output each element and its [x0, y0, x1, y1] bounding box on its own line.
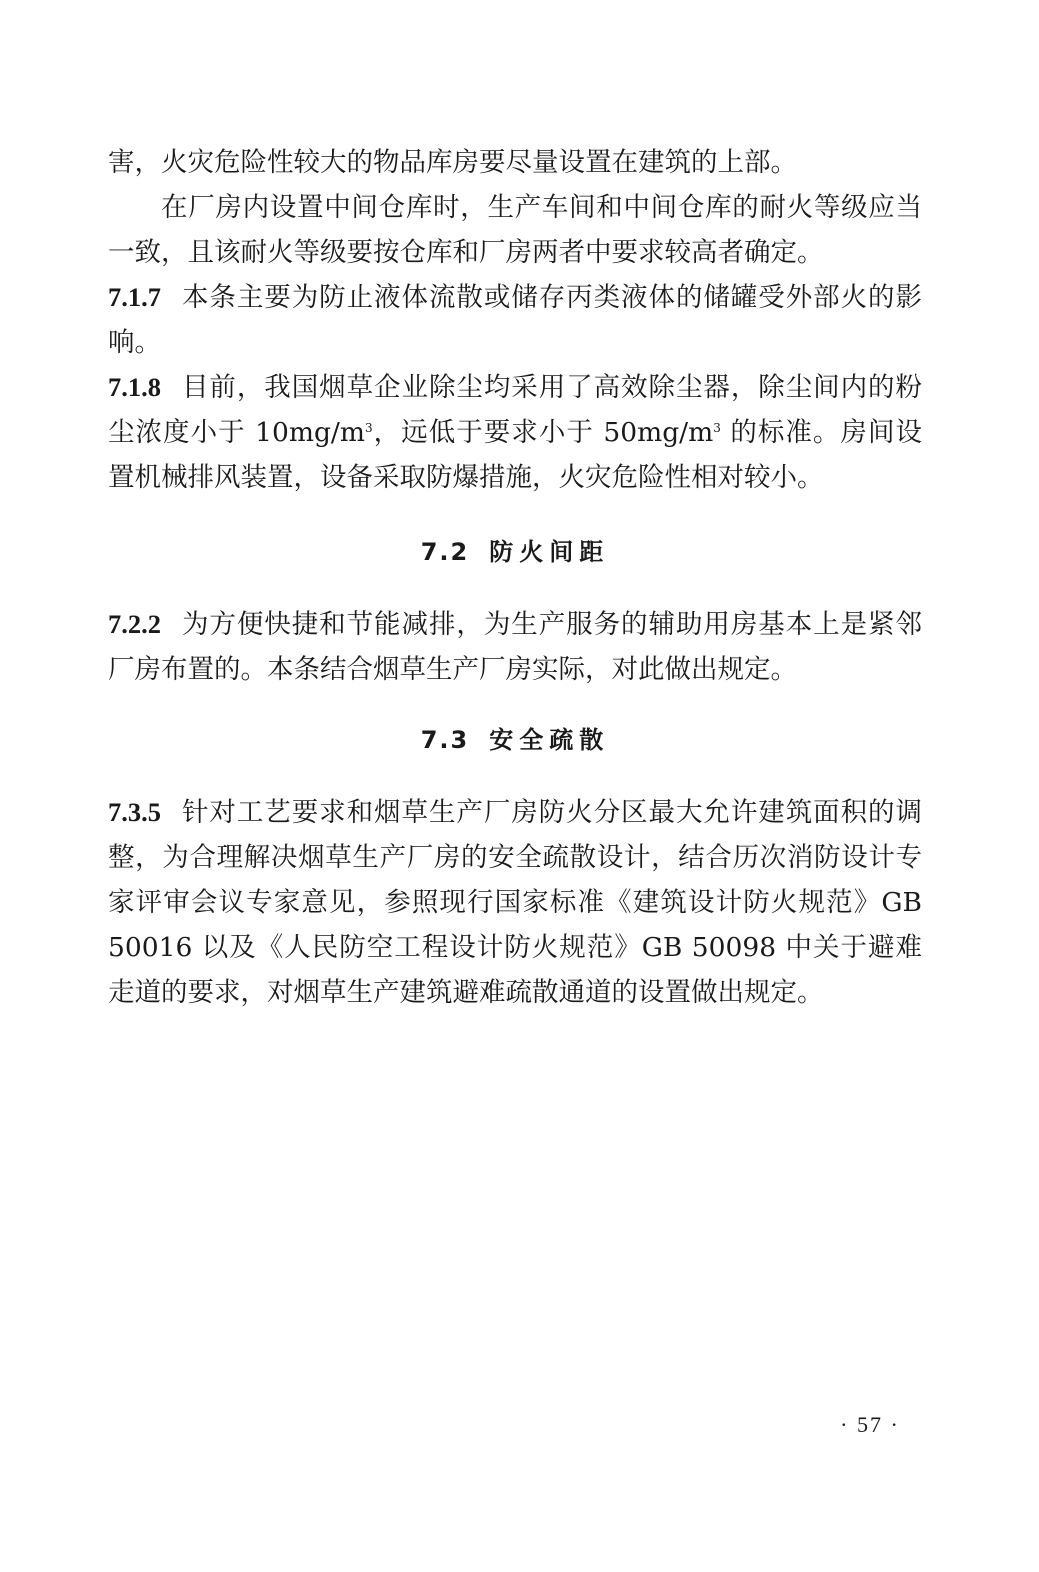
clause-number: 7.3.5 [108, 797, 161, 827]
clause-7-2-2 [108, 602, 922, 692]
clause-text: 针对工艺要求和烟草生产厂房防火分区最大允许建筑面积的调整，为合理解决烟草生产厂房的安全疏散设计，结合历次消防设计专家评审会议专家意见，参照现行国家标准《建筑设计防火规范》GB 50016 以及《人民防空工程设计防火规范》GB 50098 中关于避难走道的要求，对烟草生产建筑避难疏散通道的设置做出规定。 [108, 797, 922, 1008]
clause-text-part-c: 的标准。房间设置机械排风装置，设备采取防爆措施，火灾危险性相对较小。 [108, 417, 922, 493]
body-text [108, 140, 922, 1015]
clause-7-1-8 [108, 365, 922, 500]
clause-number: 7.2.2 [108, 609, 161, 639]
section-title: 防火间距 [489, 538, 610, 566]
superscript: 3 [364, 421, 373, 435]
section-number: 7.2 [420, 538, 470, 566]
clause-number: 7.1.7 [108, 282, 161, 312]
clause-text: 本条主要为防止液体流散或储存丙类液体的储罐受外部火的影响。 [108, 282, 922, 358]
superscript: 3 [713, 421, 721, 435]
paragraph-intermediate-warehouse: 在厂房内设置中间仓库时，生产车间和中间仓库的耐火等级应当一致，且该耐火等级要按仓库和厂房两者中要求较高者确定。 [108, 192, 922, 268]
page-number: · 57 · [840, 1412, 900, 1437]
clause-7-1-7 [108, 275, 922, 365]
clause-text-part-b: ，远低于要求小于 50mg/m [372, 417, 714, 448]
clause-text: 为方便快捷和节能减排，为生产服务的辅助用房基本上是紧邻厂房布置的。本条结合烟草生产厂房实际，对此做出规定。 [108, 609, 922, 685]
clause-7-3-5 [108, 790, 922, 1015]
clause-number: 7.1.8 [108, 372, 161, 402]
paragraph-continuation: 害，火灾危险性较大的物品库房要尽量设置在建筑的上部。 [108, 147, 797, 178]
section-title: 安全疏散 [489, 726, 610, 754]
clause-text-part-a: 目前，我国烟草企业除尘均采用了高效除尘器，除尘间内的粉尘浓度小于 10mg/m [108, 372, 922, 448]
section-number: 7.3 [420, 726, 470, 754]
section-heading-7-3 [108, 718, 922, 763]
section-heading-7-2 [108, 530, 922, 575]
